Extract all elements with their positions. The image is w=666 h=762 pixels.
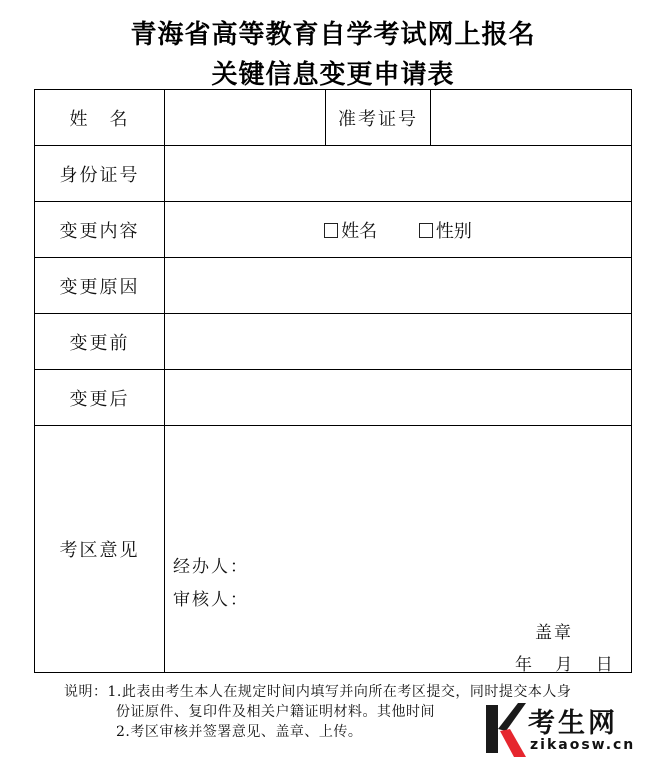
row-reason [35,258,632,314]
row-name [35,90,632,146]
watermark [484,699,666,762]
after-label: 变更后 [35,370,165,426]
watermark-brand: 考生网 [528,708,618,739]
reviewer-label: 审核人： [173,590,249,610]
handler-label: 经办人： [173,557,249,577]
row-id-number [35,146,632,202]
after-field[interactable] [165,370,632,426]
opinion-label: 考区意见 [35,426,165,673]
option-gender-label: 性别 [435,220,472,242]
before-label: 变更前 [35,314,165,370]
seal-label: 盖章 [535,623,573,643]
change-content-options [165,202,632,258]
k-logo-icon [484,699,526,759]
note-line-1: 说明：1.此表由考生本人在规定时间内填写并向所在考区提交，同时提交本人身 [64,684,572,700]
row-before [35,314,632,370]
row-change-content [35,202,632,258]
reason-label: 变更原因 [35,258,165,314]
id-number-field[interactable] [165,146,632,202]
application-form-table [34,89,632,673]
exam-id-label: 准考证号 [326,90,431,146]
row-opinion [35,426,632,673]
exam-id-field[interactable] [431,90,632,146]
option-name-label: 姓名 [341,220,378,242]
name-field[interactable] [165,90,326,146]
opinion-field[interactable] [165,426,632,673]
before-field[interactable] [165,314,632,370]
option-name[interactable] [324,217,377,243]
reason-field[interactable] [165,258,632,314]
form-title: 青海省高等教育自学考试网上报名 [130,20,536,50]
row-after [35,370,632,426]
note-line-2: 份证原件、复印件及相关户籍证明材料。其他时间 [116,704,435,720]
option-gender[interactable] [419,217,472,243]
date-label: 年 月 日 [515,655,613,675]
watermark-url: zikaosw.cn [530,737,636,753]
form-subtitle: 关键信息变更申请表 [211,60,455,90]
name-label: 姓 名 [35,90,165,146]
note-line-3: 2.考区审核并签署意见、盖章、上传。 [116,724,363,740]
id-number-label: 身份证号 [35,146,165,202]
checkbox-name[interactable] [324,223,338,238]
checkbox-gender[interactable] [419,223,433,238]
change-content-label: 变更内容 [35,202,165,258]
